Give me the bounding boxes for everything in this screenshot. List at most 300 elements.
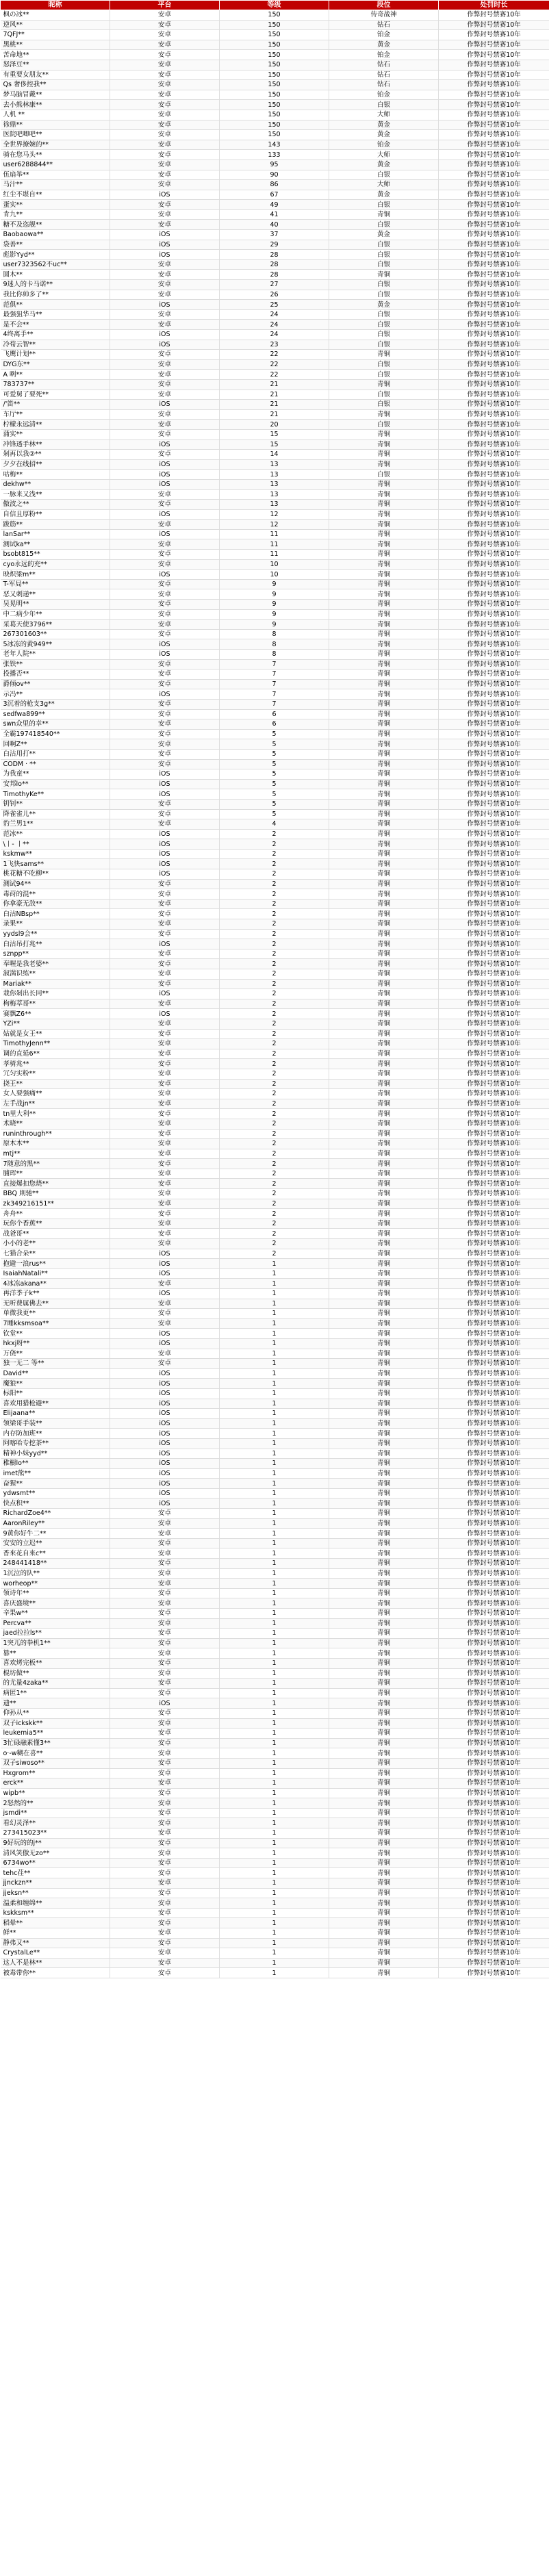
cell-level: 15	[220, 439, 329, 450]
cell-level: 2	[220, 1139, 329, 1149]
cell-rank: 白银	[329, 250, 439, 260]
cell-level: 1	[220, 1618, 329, 1629]
table-row	[1, 1638, 549, 1648]
cell-nickname: 奋猩**	[1, 1479, 110, 1489]
cell-penalty: 作弊封号禁赛10年	[439, 550, 549, 560]
cell-level: 1	[220, 1438, 329, 1449]
cell-nickname: 毒莳的混**	[1, 889, 110, 900]
table-row	[1, 1499, 549, 1509]
cell-level: 1	[220, 1948, 329, 1959]
cell-nickname: 人机 **	[1, 110, 110, 120]
cell-penalty: 作弊封号禁赛10年	[439, 1898, 549, 1909]
cell-rank: 青铜	[329, 1349, 439, 1359]
cell-nickname: 映炽梁m**	[1, 570, 110, 580]
cell-level: 21	[220, 390, 329, 400]
cell-platform: 安卓	[110, 1948, 220, 1959]
cell-level: 1	[220, 1338, 329, 1349]
cell-rank: 青铜	[329, 749, 439, 759]
table-row	[1, 1579, 549, 1589]
cell-level: 1	[220, 1318, 329, 1329]
cell-platform: 安卓	[110, 450, 220, 460]
cell-nickname: 248441418**	[1, 1559, 110, 1569]
cell-level: 1	[220, 1568, 329, 1579]
cell-rank: 青铜	[329, 819, 439, 830]
cell-level: 2	[220, 989, 329, 999]
table-row	[1, 1449, 549, 1459]
cell-level: 41	[220, 209, 329, 220]
cell-rank: 青铜	[329, 1179, 439, 1189]
cell-platform: 安卓	[110, 1119, 220, 1129]
cell-level: 28	[220, 259, 329, 270]
cell-platform: 安卓	[110, 359, 220, 370]
cell-platform: 安卓	[110, 370, 220, 380]
cell-level: 1	[220, 1868, 329, 1878]
cell-rank: 青铜	[329, 809, 439, 819]
cell-penalty: 作弊封号禁赛10年	[439, 1968, 549, 1978]
cell-nickname: 清风笑傲无zo**	[1, 1848, 110, 1859]
cell-rank: 青铜	[329, 1368, 439, 1379]
cell-penalty: 作弊封号禁赛10年	[439, 1149, 549, 1159]
cell-level: 1	[220, 1698, 329, 1709]
cell-platform: iOS	[110, 1698, 220, 1709]
cell-rank: 青铜	[329, 1089, 439, 1099]
cell-penalty: 作弊封号禁赛10年	[439, 309, 549, 320]
cell-level: 2	[220, 849, 329, 859]
cell-level: 1	[220, 1878, 329, 1889]
cell-rank: 青铜	[329, 1679, 439, 1689]
cell-platform: 安卓	[110, 1029, 220, 1039]
cell-rank: 黄金	[329, 230, 439, 240]
cell-platform: 安卓	[110, 1958, 220, 1968]
cell-rank: 青铜	[329, 1289, 439, 1299]
cell-nickname: 9黄你好牛二**	[1, 1529, 110, 1539]
cell-level: 1	[220, 1598, 329, 1609]
table-row	[1, 1488, 549, 1499]
cell-penalty: 作弊封号禁赛10年	[439, 1668, 549, 1679]
cell-penalty: 作弊封号禁赛10年	[439, 1518, 549, 1529]
cell-rank: 青铜	[329, 1199, 439, 1209]
cell-level: 2	[220, 1069, 329, 1079]
cell-platform: 安卓	[110, 30, 220, 40]
cell-level: 7	[220, 689, 329, 700]
cell-level: 1	[220, 1638, 329, 1648]
cell-level: 1	[220, 1938, 329, 1948]
cell-level: 1	[220, 1399, 329, 1409]
table-row	[1, 120, 549, 130]
cell-platform: iOS	[110, 470, 220, 480]
cell-rank: 青铜	[329, 1968, 439, 1978]
cell-penalty: 作弊封号禁赛10年	[439, 1598, 549, 1609]
cell-platform: 安卓	[110, 1318, 220, 1329]
cell-penalty: 作弊封号禁赛10年	[439, 1609, 549, 1619]
cell-level: 1	[220, 1279, 329, 1289]
cell-level: 67	[220, 190, 329, 200]
cell-platform: 安卓	[110, 1629, 220, 1639]
cell-penalty: 作弊封号禁赛10年	[439, 1268, 549, 1279]
cell-penalty: 作弊封号禁赛10年	[439, 1778, 549, 1789]
cell-nickname: 7睡kksmsoa**	[1, 1318, 110, 1329]
cell-level: 29	[220, 240, 329, 250]
cell-platform: 安卓	[110, 949, 220, 959]
cell-nickname: 9好玩的的j**	[1, 1838, 110, 1848]
table-row	[1, 1788, 549, 1798]
cell-nickname: 徐鼎**	[1, 120, 110, 130]
table-row	[1, 1618, 549, 1629]
cell-penalty: 作弊封号禁赛10年	[439, 529, 549, 539]
cell-rank: 青铜	[329, 829, 439, 839]
cell-rank: 青铜	[329, 779, 439, 789]
cell-penalty: 作弊封号禁赛10年	[439, 1189, 549, 1199]
cell-platform: 安卓	[110, 270, 220, 280]
cell-rank: 青铜	[329, 1259, 439, 1269]
cell-nickname: 调的直延6**	[1, 1049, 110, 1059]
cell-level: 6	[220, 719, 329, 730]
cell-penalty: 作弊封号禁赛10年	[439, 1289, 549, 1299]
cell-rank: 白银	[329, 420, 439, 430]
cell-level: 2	[220, 839, 329, 850]
cell-level: 1	[220, 1679, 329, 1689]
table-row	[1, 259, 549, 270]
table-row	[1, 390, 549, 400]
cell-rank: 大师	[329, 150, 439, 160]
cell-platform: 安卓	[110, 1099, 220, 1109]
cell-nickname: 枸梅萃哥**	[1, 999, 110, 1009]
cell-nickname: David**	[1, 1368, 110, 1379]
cell-rank: 大师	[329, 110, 439, 120]
cell-rank: 青铜	[329, 919, 439, 930]
cell-rank: 钻石	[329, 60, 439, 70]
cell-nickname: lanSar**	[1, 529, 110, 539]
cell-platform: 安卓	[110, 1359, 220, 1369]
cell-nickname: 玩你个香蕉**	[1, 1219, 110, 1229]
cell-platform: 安卓	[110, 1349, 220, 1359]
cell-penalty: 作弊封号禁赛10年	[439, 1838, 549, 1848]
cell-platform: 安卓	[110, 1788, 220, 1798]
cell-penalty: 作弊封号禁赛10年	[439, 1109, 549, 1119]
cell-platform: 安卓	[110, 739, 220, 750]
table-row	[1, 1109, 549, 1119]
cell-rank: 青铜	[329, 989, 439, 999]
cell-rank: 青铜	[329, 1059, 439, 1069]
table-row	[1, 1898, 549, 1909]
cell-rank: 青铜	[329, 1838, 439, 1848]
cell-penalty: 作弊封号禁赛10年	[439, 1888, 549, 1898]
cell-rank: 青铜	[329, 689, 439, 700]
table-row	[1, 80, 549, 90]
cell-level: 22	[220, 359, 329, 370]
cell-penalty: 作弊封号禁赛10年	[439, 520, 549, 530]
cell-level: 21	[220, 400, 329, 410]
cell-nickname: 马汁**	[1, 180, 110, 190]
cell-platform: 安卓	[110, 550, 220, 560]
cell-penalty: 作弊封号禁赛10年	[439, 1199, 549, 1209]
cell-platform: 安卓	[110, 979, 220, 989]
cell-nickname: 吴晃明**	[1, 600, 110, 610]
cell-nickname: BBQ 則驰**	[1, 1189, 110, 1199]
table-row	[1, 1888, 549, 1898]
cell-level: 2	[220, 1039, 329, 1049]
cell-rank: 青铜	[329, 1668, 439, 1679]
cell-platform: 安卓	[110, 589, 220, 600]
cell-penalty: 作弊封号禁赛10年	[439, 190, 549, 200]
cell-platform: 安卓	[110, 1718, 220, 1729]
cell-platform: 安卓	[110, 669, 220, 680]
cell-level: 150	[220, 40, 329, 50]
cell-nickname: 孝骑兆**	[1, 1059, 110, 1069]
table-row	[1, 1318, 549, 1329]
cell-rank: 青铜	[329, 1618, 439, 1629]
table-row	[1, 1948, 549, 1959]
cell-nickname: 白沽NBsp**	[1, 909, 110, 919]
cell-level: 28	[220, 270, 329, 280]
table-row	[1, 609, 549, 620]
cell-platform: 安卓	[110, 1688, 220, 1698]
cell-penalty: 作弊封号禁赛10年	[439, 280, 549, 290]
cell-penalty: 作弊封号禁赛10年	[439, 570, 549, 580]
cell-penalty: 作弊封号禁赛10年	[439, 60, 549, 70]
cell-penalty: 作弊封号禁赛10年	[439, 1399, 549, 1409]
cell-nickname: DYG东**	[1, 359, 110, 370]
cell-penalty: 作弊封号禁赛10年	[439, 1239, 549, 1249]
cell-level: 2	[220, 899, 329, 909]
cell-nickname: 栽你剁出长同**	[1, 989, 110, 999]
cell-platform: iOS	[110, 250, 220, 260]
cell-nickname: 降雀雀儿**	[1, 809, 110, 819]
cell-level: 1	[220, 1968, 329, 1978]
cell-penalty: 作弊封号禁赛10年	[439, 1748, 549, 1759]
cell-penalty: 作弊封号禁赛10年	[439, 1329, 549, 1339]
cell-platform: 安卓	[110, 1529, 220, 1539]
cell-penalty: 作弊封号禁赛10年	[439, 959, 549, 969]
table-row	[1, 659, 549, 669]
cell-nickname: 彪影Yyd**	[1, 250, 110, 260]
cell-platform: 安卓	[110, 10, 220, 21]
cell-platform: 安卓	[110, 1638, 220, 1648]
cell-platform: 安卓	[110, 1748, 220, 1759]
cell-rank: 青铜	[329, 799, 439, 809]
cell-penalty: 作弊封号禁赛10年	[439, 600, 549, 610]
cell-nickname: 恶又刺递**	[1, 589, 110, 600]
cell-level: 11	[220, 550, 329, 560]
cell-level: 2	[220, 1129, 329, 1139]
cell-penalty: 作弊封号禁赛10年	[439, 1848, 549, 1859]
table-row	[1, 1388, 549, 1399]
table-row	[1, 1538, 549, 1548]
cell-rank: 青铜	[329, 1688, 439, 1698]
cell-rank: 青铜	[329, 489, 439, 500]
cell-nickname: 6734wo**	[1, 1858, 110, 1868]
cell-nickname: A 咧**	[1, 370, 110, 380]
cell-penalty: 作弊封号禁赛10年	[439, 1029, 549, 1039]
table-row	[1, 1768, 549, 1778]
cell-nickname: TimothyJenn**	[1, 1039, 110, 1049]
cell-penalty: 作弊封号禁赛10年	[439, 1538, 549, 1548]
cell-platform: 安卓	[110, 709, 220, 719]
cell-level: 150	[220, 110, 329, 120]
cell-level: 2	[220, 929, 329, 939]
table-row	[1, 1069, 549, 1079]
cell-rank: 白银	[329, 390, 439, 400]
cell-penalty: 作弊封号禁赛10年	[439, 70, 549, 80]
cell-penalty: 作弊封号禁赛10年	[439, 749, 549, 759]
cell-platform: 安卓	[110, 1159, 220, 1169]
cell-rank: 青铜	[329, 1568, 439, 1579]
cell-level: 9	[220, 579, 329, 589]
cell-rank: 青铜	[329, 729, 439, 739]
cell-nickname: 看幻灵泽**	[1, 1818, 110, 1828]
cell-rank: 青铜	[329, 899, 439, 909]
cell-rank: 青铜	[329, 1928, 439, 1939]
cell-rank: 青铜	[329, 1888, 439, 1898]
cell-level: 5	[220, 799, 329, 809]
cell-platform: 安卓	[110, 1908, 220, 1918]
cell-rank: 黄金	[329, 160, 439, 170]
cell-penalty: 作弊封号禁赛10年	[439, 1069, 549, 1079]
cell-level: 24	[220, 330, 329, 340]
cell-nickname: 安邦lo**	[1, 779, 110, 789]
cell-rank: 青铜	[329, 1229, 439, 1239]
cell-rank: 青铜	[329, 350, 439, 360]
table-row	[1, 379, 549, 390]
cell-penalty: 作弊封号禁赛10年	[439, 1938, 549, 1948]
cell-rank: 青铜	[329, 1318, 439, 1329]
cell-nickname: user6288844**	[1, 160, 110, 170]
cell-rank: 青铜	[329, 999, 439, 1009]
cell-level: 1	[220, 1538, 329, 1548]
cell-rank: 青铜	[329, 1788, 439, 1798]
cell-penalty: 作弊封号禁赛10年	[439, 739, 549, 750]
cell-penalty: 作弊封号禁赛10年	[439, 869, 549, 880]
cell-rank: 青铜	[329, 969, 439, 980]
table-row	[1, 1199, 549, 1209]
cell-rank: 青铜	[329, 1559, 439, 1569]
cell-penalty: 作弊封号禁赛10年	[439, 1878, 549, 1889]
cell-rank: 白银	[329, 470, 439, 480]
cell-nickname: 挠王**	[1, 1079, 110, 1089]
cell-level: 2	[220, 1169, 329, 1179]
cell-level: 1	[220, 1459, 329, 1469]
cell-nickname: 自信且厚粉**	[1, 509, 110, 520]
cell-nickname: 我比你帅多了**	[1, 290, 110, 300]
cell-penalty: 作弊封号禁赛10年	[439, 1718, 549, 1729]
cell-level: 2	[220, 869, 329, 880]
table-row	[1, 759, 549, 769]
cell-platform: 安卓	[110, 259, 220, 270]
cell-level: 2	[220, 1019, 329, 1029]
cell-level: 1	[220, 1718, 329, 1729]
table-row	[1, 1918, 549, 1928]
cell-rank: 青铜	[329, 1139, 439, 1149]
cell-level: 7	[220, 679, 329, 689]
cell-nickname: 左手战jn**	[1, 1099, 110, 1109]
table-row	[1, 520, 549, 530]
cell-platform: 安卓	[110, 130, 220, 140]
cell-penalty: 作弊封号禁赛10年	[439, 1579, 549, 1589]
cell-nickname: 抱避一浪rus**	[1, 1259, 110, 1269]
cell-platform: 安卓	[110, 1888, 220, 1898]
table-row	[1, 809, 549, 819]
cell-platform: 安卓	[110, 1049, 220, 1059]
cell-nickname: 脯珲**	[1, 1169, 110, 1179]
table-row	[1, 779, 549, 789]
cell-penalty: 作弊封号禁赛10年	[439, 949, 549, 959]
cell-platform: 安卓	[110, 1179, 220, 1189]
cell-penalty: 作弊封号禁赛10年	[439, 439, 549, 450]
cell-rank: 青铜	[329, 1509, 439, 1519]
cell-rank: 青铜	[329, 939, 439, 949]
cell-nickname: 1飞快sams**	[1, 859, 110, 869]
cell-penalty: 作弊封号禁赛10年	[439, 1509, 549, 1519]
cell-nickname: 白沽吊打兆**	[1, 939, 110, 949]
cell-rank: 白银	[329, 370, 439, 380]
table-row	[1, 679, 549, 689]
table-row	[1, 1748, 549, 1759]
cell-penalty: 作弊封号禁赛10年	[439, 589, 549, 600]
cell-nickname: 去小熊林康**	[1, 100, 110, 110]
table-row	[1, 1189, 549, 1199]
cell-penalty: 作弊封号禁赛10年	[439, 989, 549, 999]
table-row	[1, 1798, 549, 1809]
table-row	[1, 150, 549, 160]
cell-level: 2	[220, 1219, 329, 1229]
cell-penalty: 作弊封号禁赛10年	[439, 1698, 549, 1709]
table-row	[1, 1009, 549, 1019]
table-row	[1, 539, 549, 550]
cell-platform: iOS	[110, 340, 220, 350]
cell-level: 2	[220, 1159, 329, 1169]
table-row	[1, 309, 549, 320]
cell-level: 150	[220, 100, 329, 110]
cell-nickname: 温柔和缠绵**	[1, 1898, 110, 1909]
cell-rank: 青铜	[329, 959, 439, 969]
cell-penalty: 作弊封号禁赛10年	[439, 1049, 549, 1059]
cell-penalty: 作弊封号禁赛10年	[439, 1259, 549, 1269]
cell-level: 22	[220, 370, 329, 380]
cell-platform: 安卓	[110, 819, 220, 830]
table-row	[1, 1729, 549, 1739]
cell-nickname: user7323562不uc**	[1, 259, 110, 270]
table-row	[1, 1479, 549, 1489]
cell-nickname: 3沉着的枪支3g**	[1, 699, 110, 709]
cell-platform: iOS	[110, 1388, 220, 1399]
cell-rank: 青铜	[329, 1329, 439, 1339]
cell-nickname: 七猫合朵**	[1, 1249, 110, 1259]
cell-nickname: AaronRiley**	[1, 1518, 110, 1529]
cell-penalty: 作弊封号禁赛10年	[439, 1928, 549, 1939]
table-row	[1, 629, 549, 639]
header-nickname: 昵称	[1, 1, 110, 10]
table-row	[1, 1019, 549, 1029]
cell-penalty: 作弊封号禁赛10年	[439, 839, 549, 850]
cell-penalty: 作弊封号禁赛10年	[439, 80, 549, 90]
cell-platform: iOS	[110, 1399, 220, 1409]
header-penalty: 处罚时长	[439, 1, 549, 10]
cell-rank: 青铜	[329, 589, 439, 600]
cell-level: 2	[220, 879, 329, 889]
cell-platform: iOS	[110, 1449, 220, 1459]
table-row	[1, 1338, 549, 1349]
cell-penalty: 作弊封号禁赛10年	[439, 1648, 549, 1659]
cell-platform: iOS	[110, 849, 220, 859]
cell-rank: 青铜	[329, 550, 439, 560]
cell-rank: 青铜	[329, 1598, 439, 1609]
cell-penalty: 作弊封号禁赛10年	[439, 459, 549, 470]
cell-platform: 安卓	[110, 1279, 220, 1289]
cell-level: 1	[220, 1559, 329, 1569]
cell-nickname: jjeksn**	[1, 1888, 110, 1898]
cell-penalty: 作弊封号禁赛10年	[439, 609, 549, 620]
cell-level: 2	[220, 1079, 329, 1089]
